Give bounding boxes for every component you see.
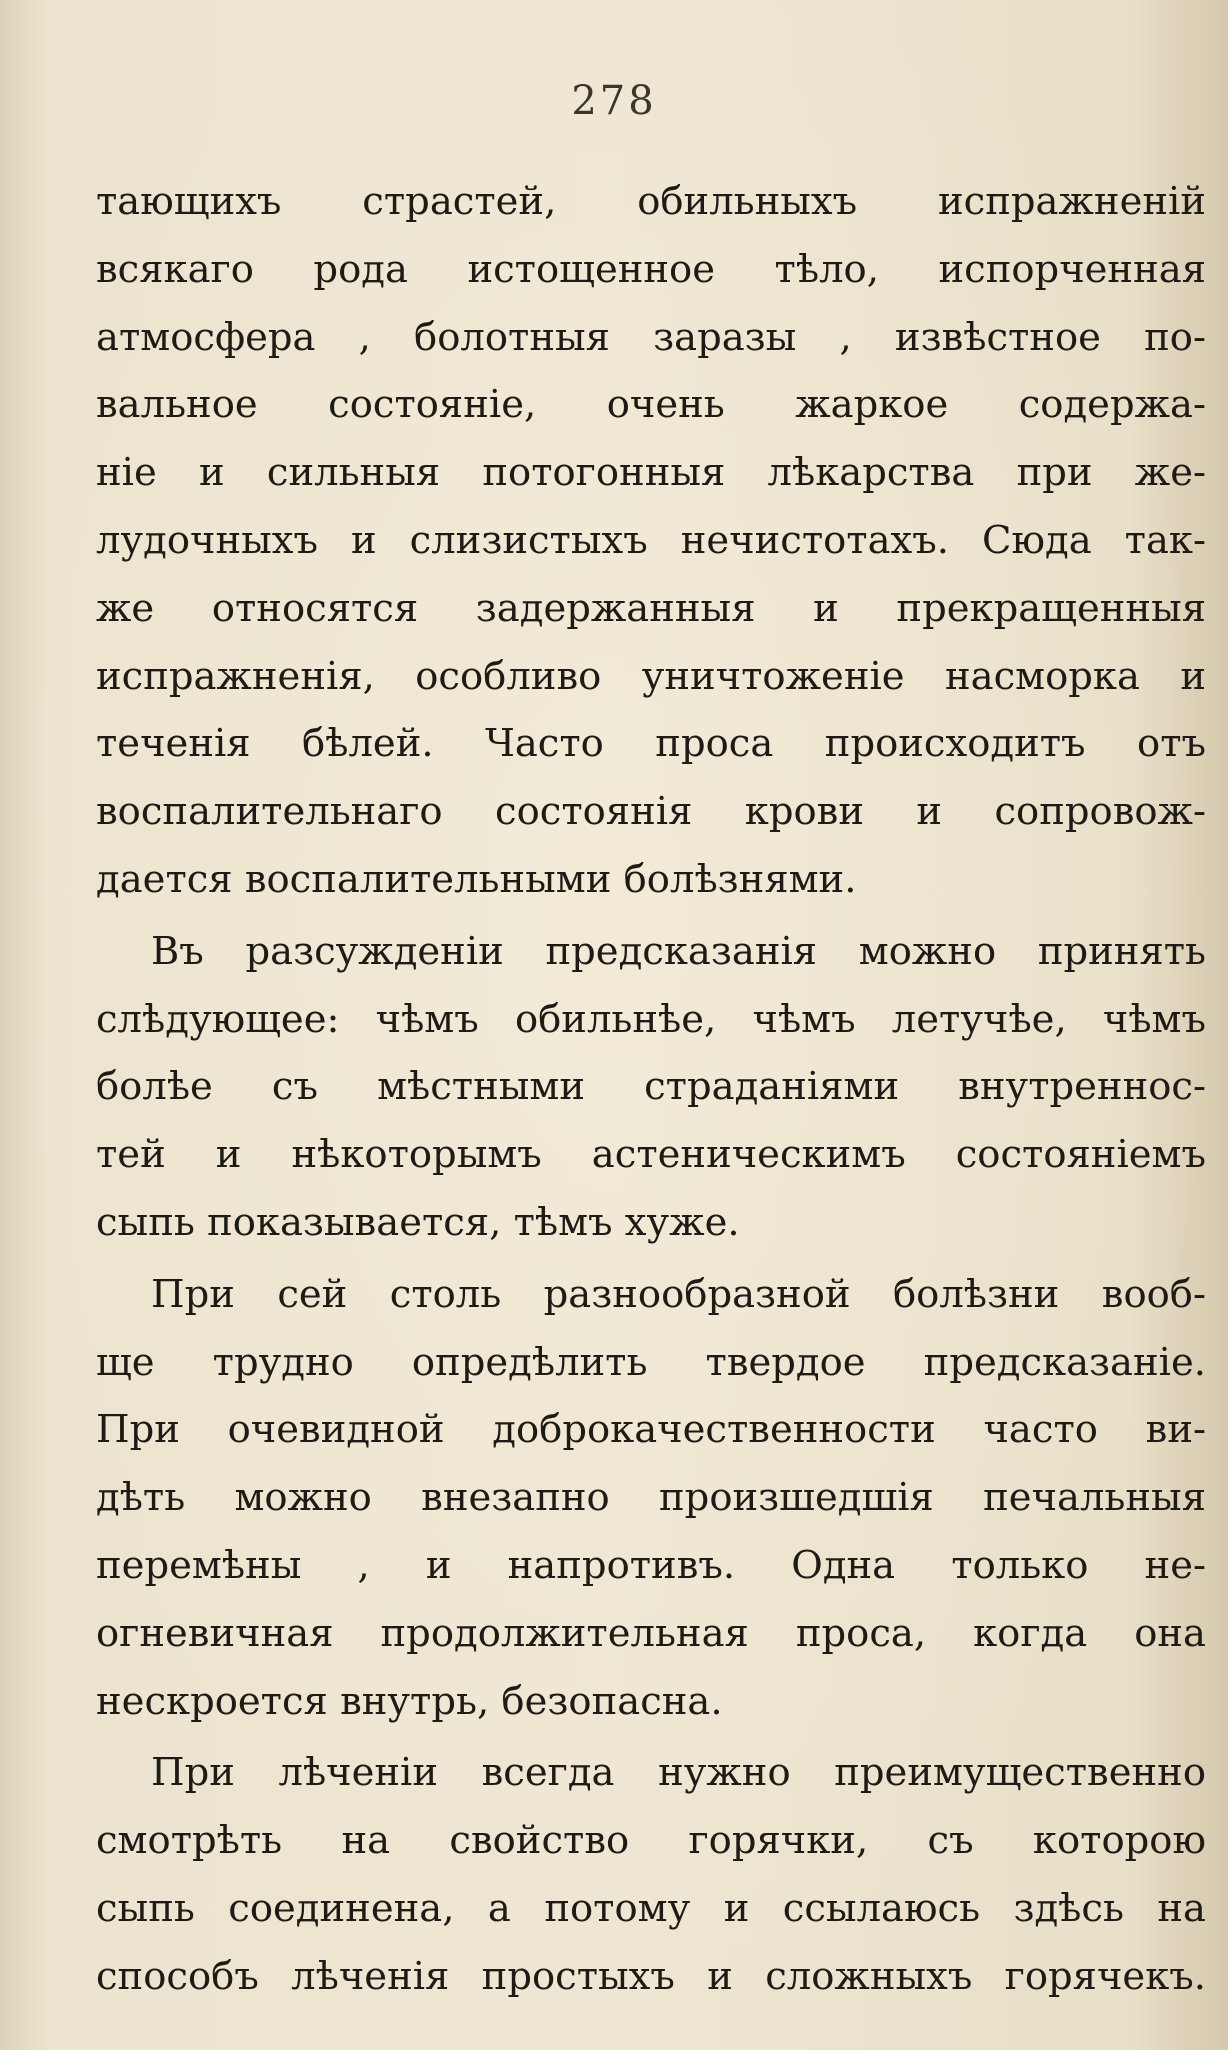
text-line: дѣть можно внезапно произшедшія печальныя xyxy=(96,1475,1206,1521)
text-line: слѣдующее: чѣмъ обильнѣе, чѣмъ летучѣе, чѣмъ xyxy=(96,996,1206,1042)
paragraph-1 xyxy=(96,168,1206,914)
text-block xyxy=(96,168,1206,2011)
text-line: огневичная продолжительная проса, когда она xyxy=(96,1610,1206,1656)
text-line: сыпь показывается, тѣмъ хуже. xyxy=(96,1199,740,1245)
text-line: болѣе съ мѣстными страданіями внутреннос- xyxy=(96,1064,1206,1110)
text-line: смотрѣть на свойство горячки, съ которою xyxy=(96,1818,1206,1864)
text-line: же относятся задержанныя и прекращенныя xyxy=(96,585,1206,631)
text-line: теченія бѣлей. Часто проса происходитъ отъ xyxy=(96,721,1206,767)
text-line: сыпь соединена, а потому и ссылаюсь здѣсь на xyxy=(96,1885,1206,1931)
text-line: нескроется внутрь, безопасна. xyxy=(96,1678,723,1724)
paragraph-4 xyxy=(96,1739,1206,2010)
text-line: При очевидной доброкачественности часто ви- xyxy=(96,1407,1206,1453)
paragraph-3 xyxy=(96,1261,1206,1736)
text-line: всякаго рода истощенное тѣло, испорченная xyxy=(96,246,1206,292)
text-line: лудочныхъ и слизистыхъ нечистотахъ. Сюда так- xyxy=(96,517,1206,563)
text-line: тающихъ страстей, обильныхъ испражненій xyxy=(96,179,1206,224)
text-line: тей и нѣкоторымъ астеническимъ состояніемъ xyxy=(96,1132,1206,1178)
text-line: Въ разсужденіи предсказанія можно принять xyxy=(151,928,1206,974)
text-line: При лѣченіи всегда нужно преимущественно xyxy=(151,1750,1206,1796)
text-line: перемѣны , и напротивъ. Одна только не- xyxy=(96,1542,1206,1588)
page-number: 278 xyxy=(571,78,657,124)
text-line: воспалительнаго состоянія крови и сопровож- xyxy=(96,789,1206,835)
paragraph-2 xyxy=(96,918,1206,1257)
text-line: атмосфера , болотныя заразы , извѣстное по- xyxy=(96,314,1206,360)
text-line: дается воспалительными болѣзнями. xyxy=(96,856,857,902)
text-line: вальное состояніе, очень жаркое содержа- xyxy=(96,382,1206,428)
text-line: ніе и сильныя потогонныя лѣкарства при же- xyxy=(96,450,1206,496)
text-line: При сей столь разнообразной болѣзни вооб- xyxy=(151,1271,1206,1317)
text-line: ще трудно опредѣлить твердое предсказаніе. xyxy=(96,1339,1206,1385)
text-line: способъ лѣченія простыхъ и сложныхъ горячекъ. xyxy=(96,1953,1206,1999)
text-line: испражненія, особливо уничтоженіе насморка и xyxy=(96,653,1206,699)
